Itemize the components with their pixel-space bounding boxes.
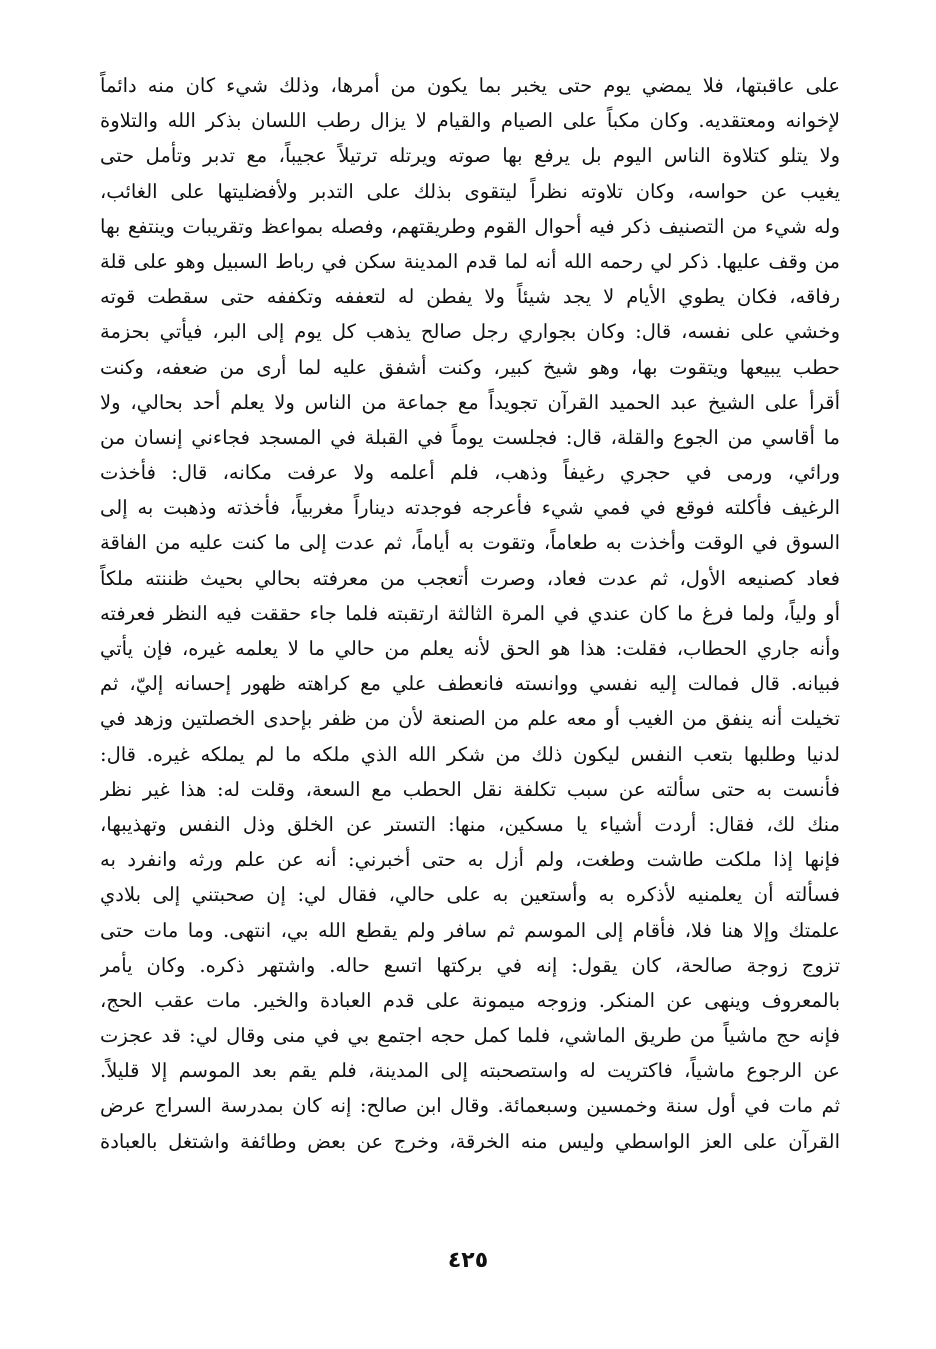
text-line: حطب يبيعها ويتقوت بها، وهو شيخ كبير، وكنت أشفق عليه لما أرى من ضعفه، وكنت	[100, 355, 840, 379]
text-line: الرغيف فأكلته فوقع في فمي شيء فأعرجه فوجدته ديناراً مغربياً، فأخذته وذهبت به إلى	[100, 496, 840, 520]
text-line: علمتك وإلا هنا فلا، فأقام إلى الموسم ثم سافر ولم يقطع الله بي، انتهى. وما مات حتى	[100, 918, 840, 942]
text-line: ثم مات في أول سنة وخمسين وسبعمائة. وقال ابن صالح: إنه كان بمدرسة السراج عرض	[100, 1094, 840, 1118]
text-line: رفاقه، فكان يطوي الأيام لا يجد شيئاً ولا يفطن له لتعففه وتكففه حتى سقطت قوته	[100, 285, 840, 309]
text-line: من وقف عليها. ذكر لي رحمه الله أنه لما قدم المدينة سكن في رباط السبيل وهو على قلة	[100, 249, 840, 273]
page-number: ٤٢٥	[447, 1248, 489, 1273]
text-line: فإنها إذا ملكت طاشت وطغت، ولم أزل به حتى أخبرني: أنه عن علم ورثه وانفرد به	[100, 848, 840, 872]
text-line: فبيانه. قال فمالت إليه نفسي ووانسته فانعطف علي مع كراهته ظهور إحسانه إليّ، ثم	[100, 672, 840, 696]
text-line: أو ولياً، ولما فرغ ما كان عندي في المرة الثالثة ارتقبته فلما جاء حققت فيه النظر فعرفته	[100, 601, 840, 625]
text-line: تخيلت أنه ينفق من الغيب أو معه علم من الصنعة لأن من ظفر بإحدى الخصلتين وزهد في	[100, 707, 840, 731]
text-line: ما أقاسي من الجوع والقلة، قال: فجلست يوماً في القبلة في المسجد فجاءني إنسان من	[100, 425, 840, 449]
text-line: وله شيء من التصنيف ذكر فيه أحوال القوم وطريقتهم، وفصله بمواعظ وتقريبات وينتفع بها	[100, 214, 840, 238]
text-line: ورائي، ورمى في حجري رغيفاً وذهب، فلم أعلمه ولا عرفت مكانه، قال: فأخذت	[100, 461, 840, 485]
text-line: منك لك، فقال: أردت أشياء يا مسكين، منها: التستر عن الخلق وذل النفس وتهذيبها،	[100, 812, 840, 836]
text-line: تزوج زوجة صالحة، كان يقول: إنه في بركتها اتسع حاله. واشتهر ذكره. وكان يأمر	[100, 953, 840, 977]
text-line: وأنه جاري الحطاب، فقلت: هذا هو الحق لأنه يعلم من حالي ما لا يعلمه غيره، فإن يأتي	[100, 637, 840, 660]
text-line: لإخوانه ومعتقديه. وكان مكباً على الصيام والقيام لا يزال رطب اللسان بذكر الله والتلاوة	[100, 109, 840, 133]
text-line: عن الرجوع ماشياً، فاكتريت له واستصحبته إلى المدينة، فلم يقم بعد الموسم إلا قليلاً.	[100, 1059, 840, 1083]
text-line: فسألته أن يعلمنيه لأذكره به وأستعين به على حالي، فقال لي: إن صحبتني إلى بلادي	[100, 883, 840, 907]
text-line: لدنيا وطلبها بتعب النفس ليكون ذلك من شكر الله الذي ملكه ما لم يملكه غيره. قال:	[100, 742, 840, 766]
text-line: فعاد كصنيعه الأول، ثم عدت فعاد، وصرت أتعجب من معرفته بحالي بحيث ظننته ملكاً	[100, 566, 840, 590]
text-line: يغيب عن حواسه، وكان تلاوته نظراً ليتقوى بذلك على التدبر ولأفضليتها على الغائب،	[100, 179, 840, 203]
text-line: فأنست به حتى سألته عن سبب تكلفة نقل الحطب مع السعة، وقلت له: هذا غير نظر	[100, 777, 840, 801]
text-line: على عاقبتها، فلا يمضي يوم حتى يخبر بما يكون من أمرها، وذلك شيء كان منه دائماً	[100, 74, 840, 97]
text-line: وخشي على نفسه، قال: وكان بجواري رجل صالح يذهب كل يوم إلى البر، فيأتي بحزمة	[100, 320, 840, 344]
text-line: ولا يتلو كتلاوة الناس اليوم بل يرفع بها صوته ويرتله ترتيلاً عجيباً، مع تدبر وتأمل حتى	[100, 144, 840, 168]
text-line: أقرأ على الشيخ عبد الحميد القرآن تجويداً مع جماعة من الناس ولا يعلم أحد بحالي، ولا	[100, 390, 840, 414]
text-line: القرآن على العز الواسطي وليس منه الخرقة، وخرج عن بعض وطائفة واشتغل بالعبادة	[100, 1129, 840, 1153]
text-line: السوق في الوقت وأخذت به طعاماً، وتقوت به أياماً، ثم عدت إلى ما كنت عليه من الفاقة	[100, 531, 840, 555]
text-line: بالمعروف وينهى عن المنكر. وزوجه ميمونة على قدم العبادة والخير. مات عقب الحج،	[100, 988, 840, 1012]
body-text	[100, 68, 840, 1159]
text-line: فإنه حج ماشياً من طريق الماشي، فلما كمل حجه اجتمع بي في منى وقال لي: قد عجزت	[100, 1024, 840, 1048]
